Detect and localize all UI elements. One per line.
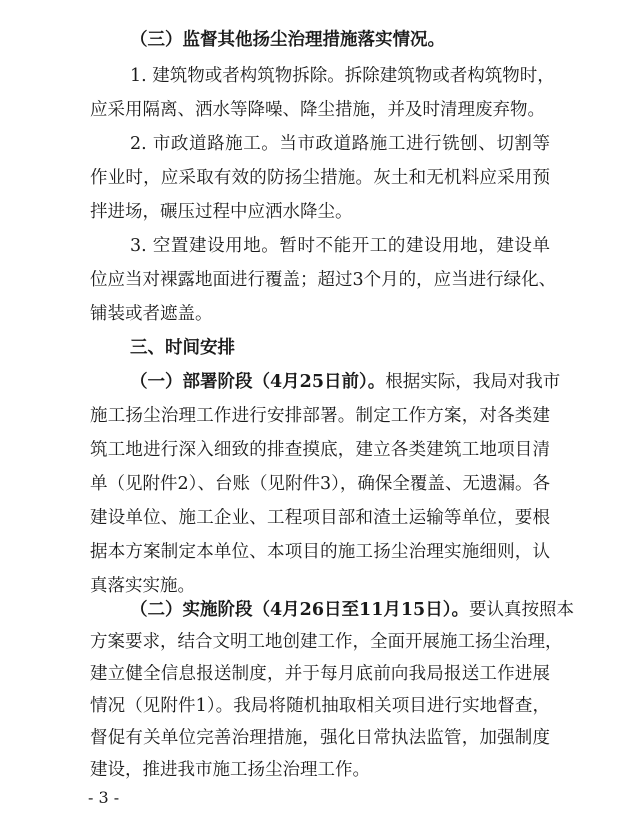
phase-2-line-4: 情况（见附件1）。我局将随机抽取相关项目进行实地督查， bbox=[90, 696, 550, 716]
item-3-line-3: 铺装或者遮盖。 bbox=[90, 304, 213, 324]
phase-2-line-5: 督促有关单位完善治理措施，强化日常执法监管，加强制度 bbox=[90, 728, 550, 748]
item-1-line-2: 应采用隔离、洒水等降噪、降尘措施，并及时清理废弃物。 bbox=[90, 100, 545, 120]
phase-2-title: （二）实施阶段（4月26日至11月15日）。 bbox=[130, 600, 469, 620]
item-3-line-2: 位应当对裸露地面进行覆盖；超过3个月的，应当进行绿化、 bbox=[90, 270, 557, 290]
phase-1-line-6: 据本方案制定本单位、本项目的施工扬尘治理实施细则，认 bbox=[90, 542, 550, 562]
phase-1-line-4: 单（见附件2）、台账（见附件3），确保全覆盖、无遗漏。各 bbox=[90, 474, 550, 494]
item-2-line-3: 拌进场，碾压过程中应洒水降尘。 bbox=[90, 202, 353, 222]
phase-1-lead: 根据实际，我局对我市 bbox=[385, 372, 561, 392]
phase-1-line-2: 施工扬尘治理工作进行安排部署。制定工作方案，对各类建 bbox=[90, 406, 550, 426]
phase-1-line-3: 筑工地进行深入细致的排查摸底，建立各类建筑工地项目清 bbox=[90, 440, 550, 460]
page-number: - 3 - bbox=[88, 788, 120, 807]
phase-1-first-line bbox=[130, 370, 561, 394]
section-heading-supervision: （三）监督其他扬尘治理措施落实情况。 bbox=[130, 30, 445, 50]
phase-2-line-2: 方案要求，结合文明工地创建工作，全面开展施工扬尘治理， bbox=[90, 632, 563, 652]
item-2-line-2: 作业时，应采取有效的防扬尘措施。灰土和无机料应采用预 bbox=[90, 168, 550, 188]
phase-1-line-5: 建设单位、施工企业、工程项目部和渣土运输等单位，要根 bbox=[90, 508, 550, 528]
phase-2-lead: 要认真按照本 bbox=[469, 600, 574, 620]
phase-2-line-6: 建设，推进我市施工扬尘治理工作。 bbox=[90, 760, 370, 780]
phase-1-line-7: 真落实实施。 bbox=[90, 576, 195, 596]
item-2-line-1: 2. 市政道路施工。当市政道路施工进行铣刨、切割等 bbox=[130, 134, 550, 154]
schedule-heading: 三、时间安排 bbox=[130, 338, 235, 358]
item-3-line-1: 3. 空置建设用地。暂时不能开工的建设用地，建设单 bbox=[130, 236, 550, 256]
item-1-line-1: 1. 建筑物或者构筑物拆除。拆除建筑物或者构筑物时， bbox=[130, 66, 555, 86]
phase-2-first-line bbox=[130, 598, 574, 622]
phase-2-line-3: 建立健全信息报送制度，并于每月底前向我局报送工作进展 bbox=[90, 664, 550, 684]
phase-1-title: （一）部署阶段（4月25日前）。 bbox=[130, 372, 386, 392]
